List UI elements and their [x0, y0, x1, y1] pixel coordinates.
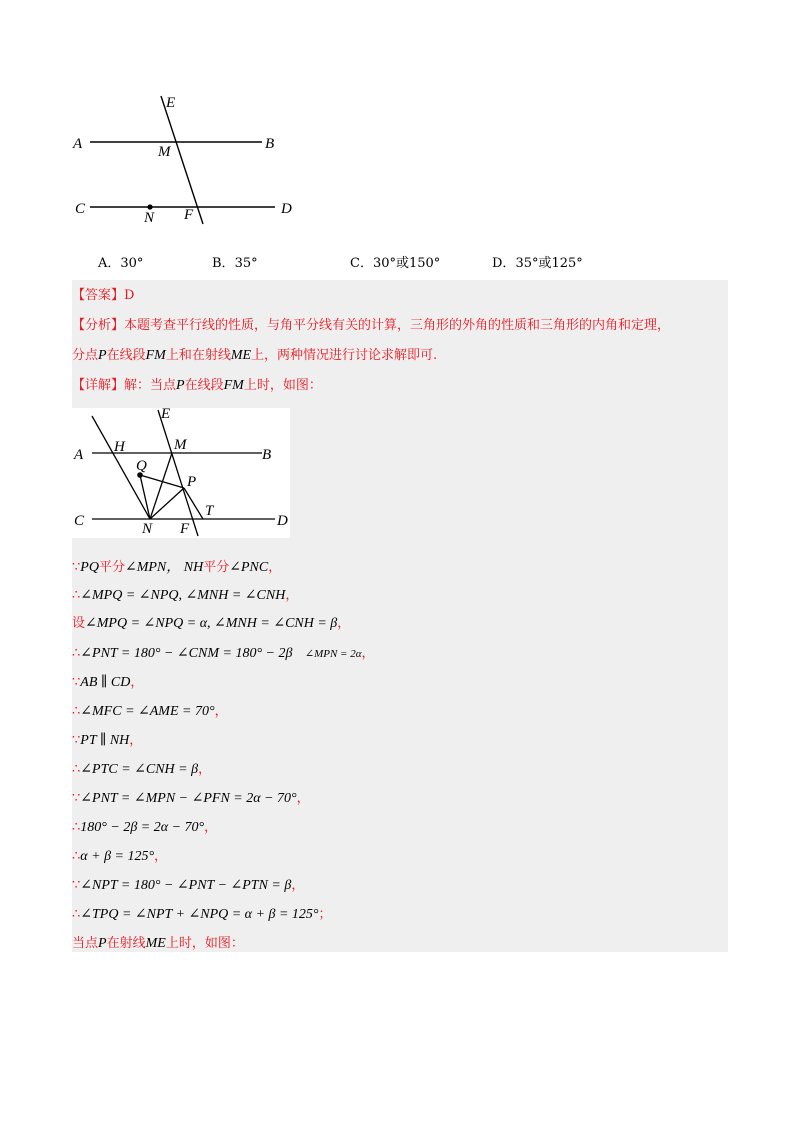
label-b: B: [262, 447, 272, 463]
segment-nq: [140, 475, 150, 519]
step-3: 设∠MPQ = ∠NPQ = α, ∠MNH = ∠CNH = β，: [72, 616, 351, 631]
analysis-line-1: 【分析】本题考查平行线的性质，与角平分线有关的计算，三角形的外角的性质和三角形的内角和定理，: [72, 318, 671, 333]
label-p: P: [187, 474, 197, 490]
detail-line-2: 当点P在射线ME上时，如图：: [72, 936, 244, 951]
label-h: H: [114, 439, 125, 455]
choice-b[interactable]: B．35°: [212, 256, 258, 271]
label-f: F: [180, 521, 190, 537]
figure-2-diagram: [72, 408, 290, 538]
step-1: ∵PQ平分∠MPN， NH平分∠PNC，: [72, 560, 282, 575]
step-6: ∴∠MFC = ∠AME = 70°，: [72, 704, 228, 719]
label-e: E: [161, 408, 171, 422]
analysis-line-2: 分点P在线段FM上和在射线ME上，两种情况进行讨论求解即可.: [72, 348, 438, 363]
choice-d[interactable]: D．35°或125°: [492, 256, 583, 271]
step-11: ∴α + β = 125°，: [72, 849, 168, 864]
detail-line-1: 【详解】解：当点P在线段FM上时，如图：: [72, 378, 322, 393]
label-n: N: [142, 521, 153, 537]
step-7: ∵PT ∥ NH，: [72, 733, 143, 748]
label-f: F: [184, 207, 194, 223]
segment-pq: [140, 475, 184, 488]
choice-c[interactable]: C．30°或150°: [350, 256, 441, 271]
label-c: C: [74, 513, 85, 529]
label-e: E: [166, 95, 176, 111]
line-ef: [158, 410, 198, 536]
label-a: A: [74, 447, 84, 463]
label-c: C: [75, 201, 86, 217]
label-m: M: [174, 437, 187, 453]
label-q: Q: [136, 458, 147, 474]
step-9: ∵∠PNT = ∠MPN − ∠PFN = 2α − 70°，: [72, 791, 310, 806]
figure-2: [72, 408, 290, 538]
step-2: ∴∠MPQ = ∠NPQ, ∠MNH = ∠CNH，: [72, 588, 299, 603]
label-m: M: [158, 144, 171, 160]
segment-pt: [184, 488, 203, 519]
label-d: D: [277, 513, 288, 529]
step-10: ∴180° − 2β = 2α − 70°，: [72, 820, 218, 835]
answer-choices: [98, 252, 698, 274]
line-ef: [161, 96, 203, 224]
step-8: ∴∠PTC = ∠CNH = β，: [72, 762, 212, 777]
choice-a[interactable]: A．30°: [98, 256, 144, 271]
point-n: [147, 204, 152, 209]
step-4: ∴∠PNT = 180° − ∠CNM = 180° − 2β ∠MPN = 2α，: [72, 646, 375, 661]
figure-1: [70, 90, 310, 230]
label-d: D: [281, 201, 292, 217]
solution-block: [72, 280, 728, 952]
figure-1-diagram: [70, 90, 310, 230]
label-n: N: [144, 210, 155, 226]
step-5: ∵AB ∥ CD，: [72, 675, 144, 690]
step-13: ∴∠TPQ = ∠NPT + ∠NPQ = α + β = 125°；: [72, 907, 332, 922]
answer-line: 【答案】D: [72, 288, 135, 303]
step-12: ∵∠NPT = 180° − ∠PNT − ∠PTN = β，: [72, 878, 305, 893]
label-a: A: [73, 136, 83, 152]
label-t: T: [205, 503, 214, 519]
label-b: B: [265, 136, 275, 152]
